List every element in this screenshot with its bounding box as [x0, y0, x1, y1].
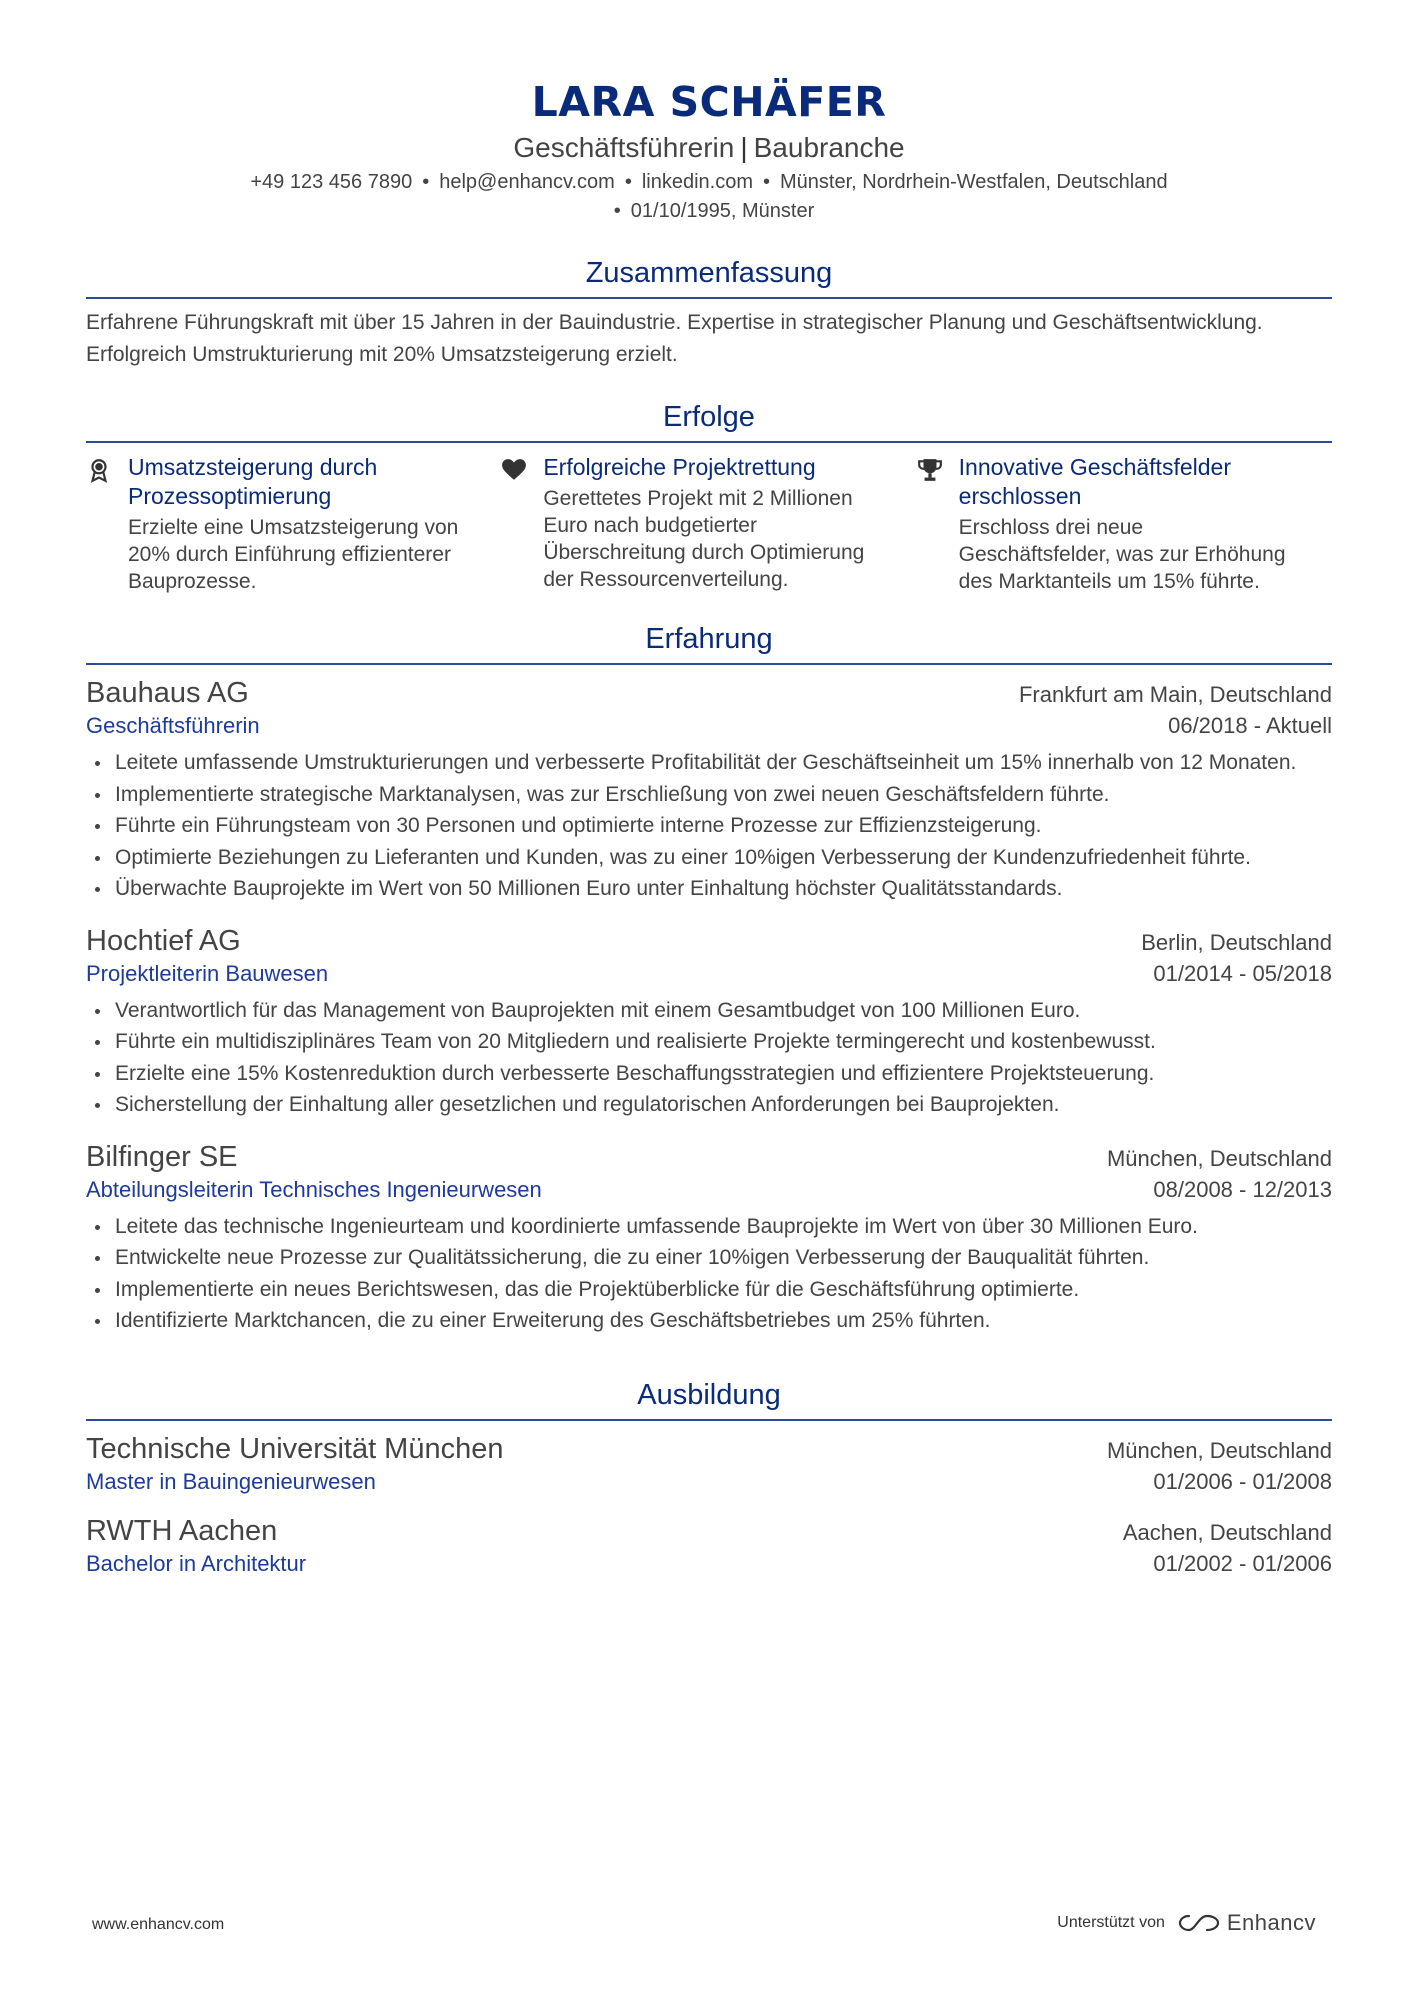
title-separator: | — [740, 132, 748, 163]
job-role: Abteilungsleiterin Technisches Ingenieurwesen — [86, 1176, 542, 1202]
trophy-icon — [917, 453, 959, 595]
school-location: München, Deutschland — [1106, 1437, 1332, 1463]
job-dates: 08/2008 - 12/2013 — [1153, 1176, 1332, 1202]
education-entry — [86, 1431, 1332, 1497]
degree: Bachelor in Architektur — [86, 1550, 307, 1576]
education-dates: 01/2006 - 01/2008 — [1153, 1468, 1332, 1494]
achievement-item — [917, 453, 1332, 595]
job-entry — [86, 1139, 1332, 1337]
enhancv-logo-icon — [1177, 1912, 1221, 1934]
job-location: Berlin, Deutschland — [1141, 929, 1332, 955]
section-heading-summary: Zusammenfassung — [86, 255, 1332, 299]
bullet-item: Leitete das technische Ingenieurteam und koordinierte umfassende Bauprojekte im Wert von über 30 Millionen Euro. — [86, 1211, 1332, 1243]
achievement-description: Erzielte eine Umsatzsteigerung von 20% durch Einführung effizienterer Bauprozesse. — [128, 516, 459, 593]
contact-separator: • — [624, 171, 632, 193]
bullet-item: Entwickelte neue Prozesse zur Qualitätssicherung, die zu einer 10%igen Verbesserung der Bauqualität führten. — [86, 1242, 1332, 1274]
award-icon — [86, 453, 128, 595]
school-location: Aachen, Deutschland — [1122, 1519, 1332, 1545]
company-name: Bilfinger SE — [86, 1140, 238, 1173]
contact-phone: +49 123 456 7890 — [250, 171, 413, 193]
job-dates: 06/2018 - Aktuell — [1168, 713, 1332, 738]
job-entry — [86, 675, 1332, 905]
job-bullets — [86, 747, 1332, 905]
achievements-list — [86, 453, 1332, 595]
education-entry — [86, 1513, 1332, 1579]
school-name: Technische Universität München — [86, 1432, 504, 1465]
brand-name: Enhancv — [1226, 1910, 1316, 1935]
job-title: Geschäftsführerin — [513, 132, 735, 163]
footer-website[interactable]: www.enhancv.com — [92, 1916, 225, 1933]
summary-text: Erfahrene Führungskraft mit über 15 Jahren in der Bauindustrie. Expertise in strategischer Planung und Geschäftsentwicklung. Erfolgreich Umstrukturierung mit 20% Umsatzsteigerung erzielt. — [86, 311, 1263, 366]
section-heading-education: Ausbildung — [86, 1377, 1332, 1421]
bullet-item: Implementierte ein neues Berichtswesen, das die Projektüberblicke für die Geschäftsführung optimierte. — [86, 1274, 1332, 1306]
achievement-title: Erfolgreiche Projektrettung — [543, 454, 816, 480]
bullet-item: Erzielte eine 15% Kostenreduktion durch verbesserte Beschaffungsstrategien und effizientere Projektsteuerung. — [86, 1058, 1332, 1090]
heart-icon — [501, 453, 543, 595]
achievement-description: Erschloss drei neue Geschäftsfelder, was zur Erhöhung des Marktanteils um 15% führte. — [958, 516, 1286, 593]
achievement-title: Innovative Geschäftsfelder erschlossen — [958, 454, 1231, 509]
contact-location: Münster, Nordrhein-Westfalen, Deutschland — [780, 171, 1168, 193]
job-bullets — [86, 1211, 1332, 1337]
company-name: Bauhaus AG — [86, 677, 249, 709]
company-name: Hochtief AG — [86, 924, 241, 957]
bullet-item: Optimierte Beziehungen zu Lieferanten und Kunden, was zu einer 10%igen Verbesserung der Kundenzufriedenheit führte. — [86, 842, 1332, 874]
contact-birth: 01/10/1995, Münster — [630, 200, 815, 222]
job-location: München, Deutschland — [1106, 1145, 1332, 1171]
bullet-item: Sicherstellung der Einhaltung aller gesetzlichen und regulatorischen Anforderungen bei Bauprojekten. — [86, 1089, 1332, 1121]
contact-email[interactable]: help@enhancv.com — [439, 171, 615, 193]
contact-separator: • — [422, 171, 430, 193]
job-role: Projektleiterin Bauwesen — [86, 960, 329, 986]
school-name: RWTH Aachen — [86, 1514, 278, 1547]
contact-info — [86, 168, 1332, 226]
contact-separator: • — [613, 200, 621, 222]
bullet-item: Implementierte strategische Marktanalysen, was zur Erschließung von zwei neuen Geschäftsfeldern führte. — [86, 779, 1332, 811]
job-bullets — [86, 995, 1332, 1121]
bullet-item: Verantwortlich für das Management von Bauprojekten mit einem Gesamtbudget von 100 Millionen Euro. — [86, 995, 1332, 1027]
headline — [86, 130, 1332, 166]
contact-separator: • — [763, 171, 771, 193]
job-dates: 01/2014 - 05/2018 — [1153, 960, 1332, 986]
education-section — [86, 1377, 1332, 1579]
job-entry — [86, 923, 1332, 1121]
achievement-item — [501, 453, 916, 595]
footer-branding — [1057, 1910, 1316, 1936]
bullet-item: Identifizierte Marktchancen, die zu einer Erweiterung des Geschäftsbetriebes um 25% führten. — [86, 1305, 1332, 1337]
achievements-section — [86, 399, 1332, 595]
bullet-item: Führte ein Führungsteam von 30 Personen und optimierte interne Prozesse zur Effizienzsteigerung. — [86, 810, 1332, 842]
section-heading-experience: Erfahrung — [86, 621, 1332, 665]
resume-header — [86, 0, 1332, 226]
bullet-item: Leitete umfassende Umstrukturierungen und verbesserte Profitabilität der Geschäftseinheit um 15% innerhalb von 12 Monaten. — [86, 747, 1332, 779]
experience-section — [86, 621, 1332, 1337]
job-role: Geschäftsführerin — [86, 713, 260, 738]
bullet-item: Überwachte Bauprojekte im Wert von 50 Millionen Euro unter Einhaltung höchster Qualitätsstandards. — [86, 873, 1332, 905]
bullet-item: Führte ein multidisziplinäres Team von 20 Mitgliedern und realisierte Projekte termingerecht und kostenbewusst. — [86, 1026, 1332, 1058]
candidate-name: LARA SCHÄFER — [531, 78, 887, 126]
education-dates: 01/2002 - 01/2006 — [1153, 1550, 1332, 1576]
degree: Master in Bauingenieurwesen — [86, 1468, 376, 1494]
industry: Baubranche — [753, 132, 905, 163]
achievement-description: Gerettetes Projekt mit 2 Millionen Euro nach budgetierter Überschreitung durch Optimierung der Ressourcenverteilung. — [543, 487, 865, 591]
achievement-title: Umsatzsteigerung durch Prozessoptimierung — [128, 454, 378, 509]
contact-linkedin[interactable]: linkedin.com — [641, 171, 753, 193]
achievement-item — [86, 453, 501, 595]
powered-by-label: Unterstützt von — [1057, 1914, 1165, 1931]
summary-section — [86, 255, 1332, 371]
job-location: Frankfurt am Main, Deutschland — [1018, 682, 1332, 707]
section-heading-achievements: Erfolge — [86, 399, 1332, 443]
